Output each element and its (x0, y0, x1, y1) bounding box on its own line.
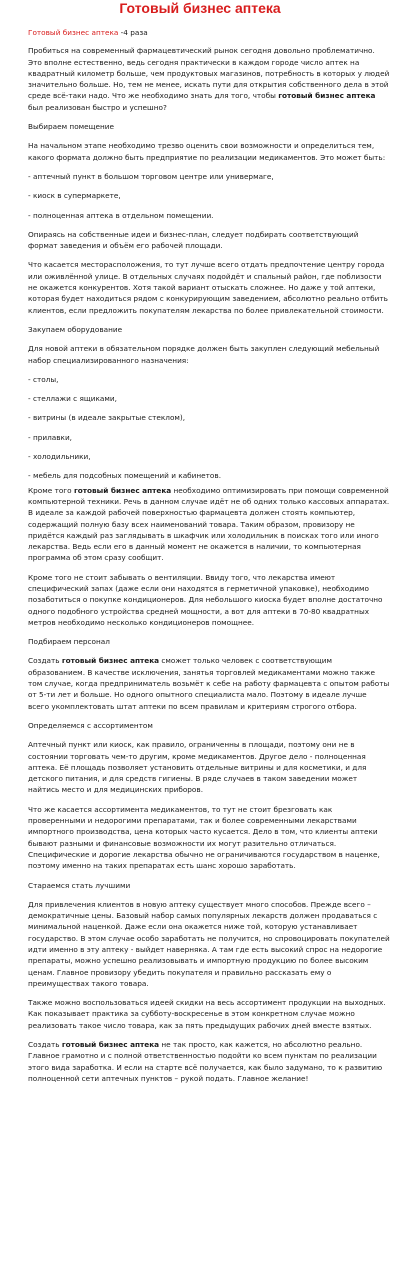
section-heading-room: Выбираем помещение (28, 122, 115, 132)
conclusion-text-b: не так просто, как кажется, но абсолютно реально. Главное грамотно и с полной ответственностью подойти ко всем пунктам по реализации этого вида заработка. И если на старте всё получается, как было задумано, то к развитию полноценной сети аптечных пунктов – рукой подать. Главное желание! (28, 1040, 383, 1083)
paragraph-space: Аптечный пункт или киоск, как правило, ограниченны в площади, поэтому они не в состоянии торговать чем-то другим, кроме медикаментов. Другое дело - полноценная аптека. Её площадь позволяет установить отдельные витрины и для косметики, и для детского питания, и для средств гигиены. В ряде случаев в таком заведении может найтись место и для медицинских приборов. (28, 740, 367, 795)
list-item: - аптечный пункт в большом торговом центре или универмаге, (28, 171, 274, 181)
paragraph-discounts: Также можно воспользоваться идеей скидки на весь ассортимент продукции на выходных. Как показывает практика за субботу-воскресенье в этом конкретном случае можно реализовать такое число товара, как за пять предыдущих рабочих дней вместе взятых. (28, 998, 386, 1030)
paragraph-computers (28, 485, 390, 564)
paragraph-location: Что касается месторасположения, то тут лучше всего отдать предпочтение центру города или оживлённой улице. В отдельных случаях подойдёт и спальный район, где поблизости не окажется конкурентов. Хотя такой вариант отыскать сложнее. Но даже у той аптеки, которая будет находиться рядом с конкурирующим заведением, абсолютно реально отбить клиентов, если предложить покупателям лекарства по более привлекательной стоимости. (28, 260, 388, 315)
list-item: - прилавки, (28, 432, 73, 442)
subtitle-count: -4 раза (118, 28, 148, 37)
paragraph-plan: Опираясь на собственные идеи и бизнес-план, следует подбирать соответствующий формат заведения и объём его рабочей площади. (28, 229, 359, 251)
list-item: - столы, (28, 374, 59, 384)
list-item: - стеллажи с ящиками, (28, 394, 117, 404)
section-heading-equipment: Закупаем оборудование (28, 324, 123, 334)
section-heading-staff: Подбираем персонал (28, 637, 110, 647)
article-subtitle (28, 27, 390, 38)
paragraph-furniture: Для новой аптеки в обязательном порядке должен быть закуплен следующий мебельный набор специализированного назначения: (28, 344, 380, 365)
section-heading-best: Стараемся стать лучшими (28, 880, 131, 890)
keyword: готовый бизнес аптека (278, 91, 376, 101)
paragraph-ventilation: Кроме того не стоит забывать о вентиляции. Ввиду того, что лекарства имеют специфический запах (даже если они находятся в герметичной упаковке), необходимо позаботиться о покупке кондиционеров. Для небольшого киоска будет вполне достаточно одного подобного устройства средней мощности, а вот для аптеки в 70-80 квадратных метров необходимо несколько кондиционеров помощнее. (28, 572, 383, 627)
paragraph-conclusion (28, 1039, 390, 1084)
list-item: - киоск в супермаркете, (28, 191, 121, 201)
computers-text-a: Кроме того (28, 485, 74, 495)
staff-text-b: сможет только человек с соответствующим образованием. В качестве исключения, занятья торговлей медикаментами можно также том случае, когда предприниматель возьмёт к себе на работу фармацевта с опытом работы от 5-ти лет и больше. Но одного опытного специалиста мало. Поэтому в идеале лучше всего укомплектовать штат аптеки по всем правилам и критериям строгого отбора. (28, 656, 390, 711)
computers-text-b: необходимо оптимизировать при помощи современной компьютерной техники. Речь в данном случае идёт не об одних только кассовых аппаратах. В идеале за каждой рабочей поверхностью фармацевта должен стоять компьютер, содержащий полную базу всех наименований товара. Таким образом, провизору не придётся каждый раз заглядывать в шкафчик или холодильник в поисках того или иного лекарства. Ведь если его в данный момент не окажется в наличии, то компьютерная программа об этом сразу сообщит. (28, 485, 390, 563)
page-title: Готовый бизнес аптека (119, 0, 281, 16)
staff-text-a: Создать (28, 656, 62, 666)
intro-text-b: был реализован быстро и успешно? (28, 102, 167, 112)
list-item: - витрины (в идеале закрытые стеклом), (28, 413, 186, 423)
list-item: - холодильники, (28, 452, 91, 462)
list-item: - полноценная аптека в отдельном помещении. (28, 210, 214, 220)
paragraph-staff (28, 655, 390, 711)
subtitle-keyword: Готовый бизнес аптека (28, 28, 119, 37)
intro-paragraph (28, 45, 390, 113)
section-heading-assortment: Определяемся с ассортиментом (28, 720, 153, 730)
keyword: готовый бизнес аптека (73, 485, 172, 495)
list-item: - мебель для подсобных помещений и кабинетов. (28, 471, 222, 481)
keyword: готовый бизнес аптека (61, 656, 160, 666)
paragraph-prices: Для привлечения клиентов в новую аптеку существует много способов. Прежде всего – демократичные цены. Базовый набор самых популярных лекарств должен продаваться с минимальной наценкой. Даже если она окажется ниже той, которую устанавливает государство. В этом случае особо заработать не получится, но спровоцировать покупателей идти именно в эту аптеку - выйдет наверняка. А там где есть высокий спрос на недорогие препараты, можно успешно реализовывать и импортную продукцию по более высоким ценам. Главное провизору убедить покупателя и правильно рассказать ему о преимуществах такого товара. (28, 899, 390, 988)
paragraph-medicines: Что же касается ассортимента медикаментов, то тут не стоит брезговать как проверенными и недорогими препаратами, так и более современными лекарствами импортного производства, цена которых часто кусается. Дело в том, что клиенты аптеки бывают разными и финансовые возможности их могут разительно отличаться. Специфические и дорогие лекарства обычно не ограничиваются государством в наценке, поэтому именно на таких препаратах есть шанс хорошо заработать. (28, 804, 380, 871)
keyword: готовый бизнес аптека (61, 1040, 160, 1050)
conclusion-text-a: Создать (28, 1040, 62, 1050)
intro-text-a: Пробиться на современный фармацевтический рынок сегодня довольно проблематично. Это вполне естественно, ведь сегодня практически в каждом городе число аптек на квадратный километр больше, чем продуктовых магазинов, потребность в которых у людей значительно больше. Но, тем не менее, искать пути для открытия собственного дела в этой среде всё-таки надо. Что же необходимо знать для того, чтобы (28, 46, 390, 101)
paragraph-format: На начальном этапе необходимо трезво оценить свои возможности и определиться тем, какого формата должно быть предприятие по реализации медикаментов. Это может быть: (28, 141, 386, 162)
